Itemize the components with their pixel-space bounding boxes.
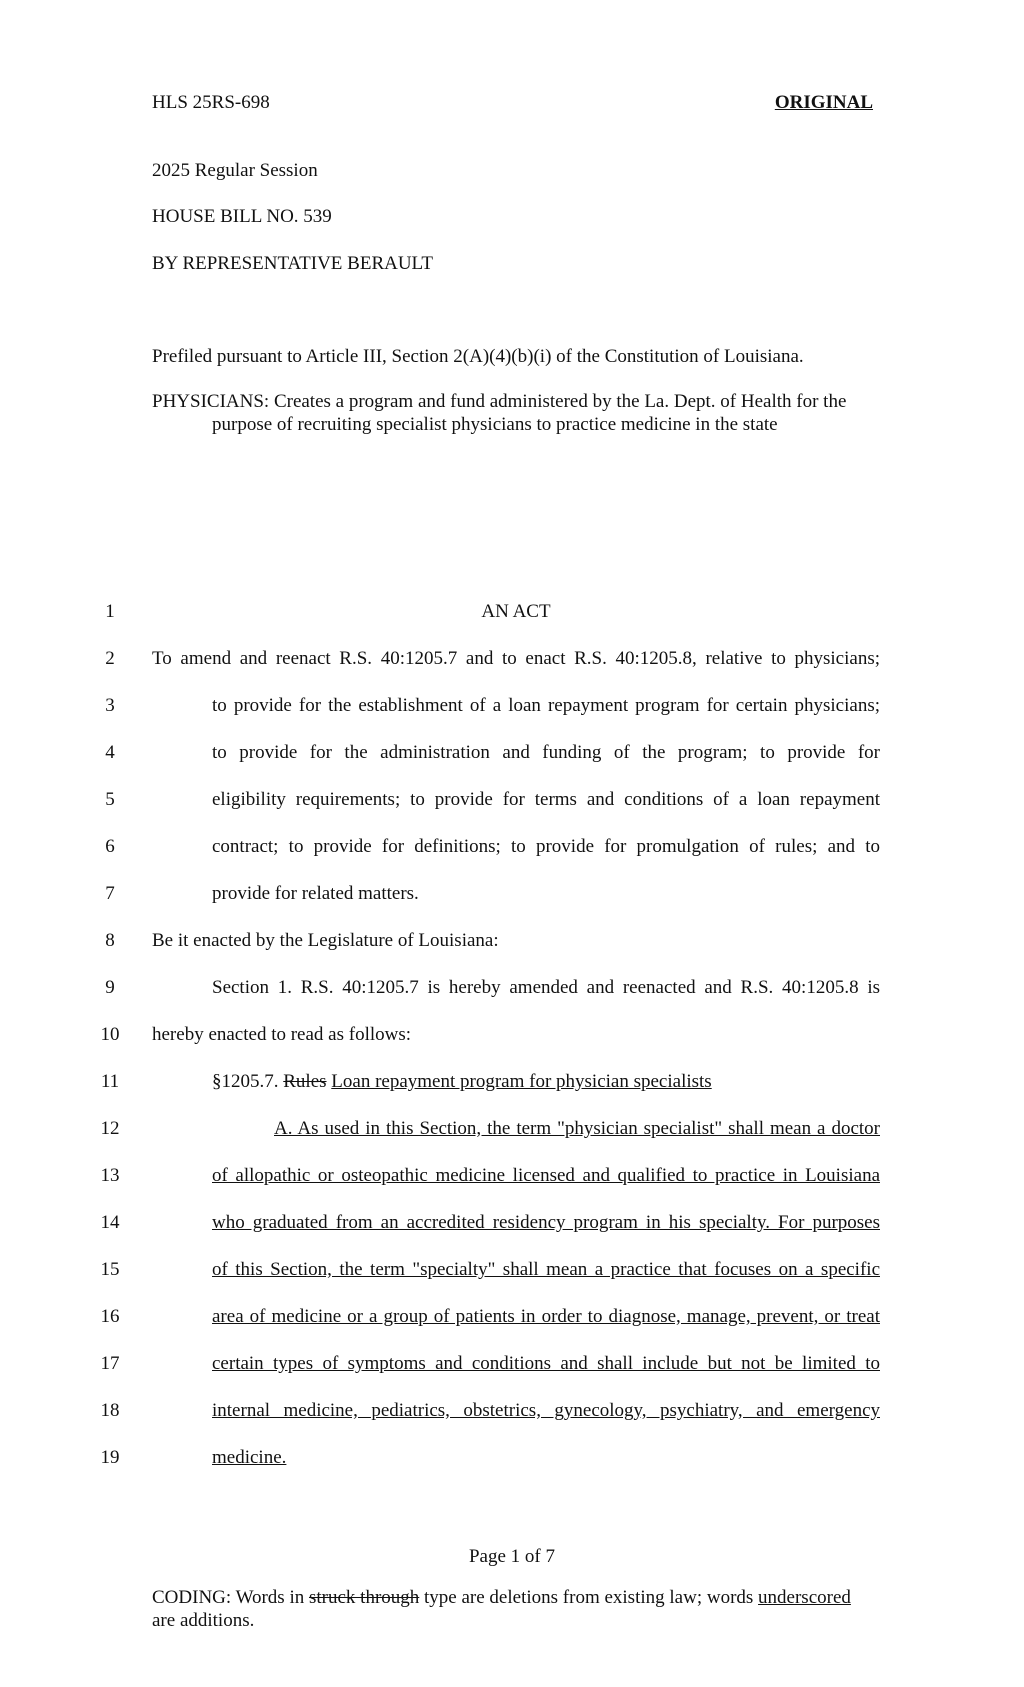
line-number: 4	[105, 742, 115, 763]
line-number: 3	[105, 695, 115, 716]
line-text: hereby enacted to read as follows:	[152, 1024, 412, 1045]
line-number: 5	[105, 789, 115, 810]
line-number: 8	[105, 930, 115, 951]
line-number: 12	[100, 1118, 120, 1139]
coding-text: CODING: Words in	[152, 1587, 309, 1608]
line-number: 2	[105, 648, 115, 669]
coding-legend	[152, 1586, 880, 1632]
line-text: to provide for the establishment of a loan repayment program for certain physicians;	[212, 695, 880, 716]
line-text: contract; to provide for definitions; to provide for promulgation of rules; and to	[212, 836, 880, 857]
session-label: 2025 Regular Session	[152, 160, 318, 181]
line-number: 11	[100, 1071, 120, 1092]
bill-status: ORIGINAL	[774, 92, 873, 113]
digest-line-1: PHYSICIANS: Creates a program and fund administered by the La. Dept. of Health for the	[152, 391, 847, 412]
line-number: 16	[100, 1306, 120, 1327]
line-text: to provide for the administration and funding of the program; to provide for	[212, 742, 880, 763]
line-text: provide for related matters.	[212, 883, 419, 904]
line-number: 13	[100, 1165, 120, 1186]
coding-text: are additions.	[152, 1610, 255, 1631]
struck-text: Rules	[283, 1071, 327, 1092]
bill-author: BY REPRESENTATIVE BERAULT	[152, 253, 434, 274]
line-number: 19	[100, 1447, 120, 1468]
line-text: certain types of symptoms and conditions and shall include but not be limited to	[212, 1353, 880, 1374]
line-number: 14	[100, 1212, 120, 1233]
line-number: 9	[105, 977, 115, 998]
line-number: 1	[105, 601, 115, 622]
bill-number: HOUSE BILL NO. 539	[152, 206, 332, 227]
digest-line-2: purpose of recruiting specialist physicians to practice medicine in the state	[212, 414, 778, 435]
underscored-text: medicine.	[212, 1447, 287, 1468]
line-text: Be it enacted by the Legislature of Louisiana:	[152, 930, 499, 951]
line-text: area of medicine or a group of patients in order to diagnose, manage, prevent, or treat	[212, 1306, 880, 1327]
bill-digest	[152, 390, 880, 436]
line-text: of this Section, the term "specialty" shall mean a practice that focuses on a specific	[212, 1259, 880, 1280]
coding-struck-sample: struck through	[308, 1587, 420, 1608]
line-text: Section 1. R.S. 40:1205.7 is hereby amended and reenacted and R.S. 40:1205.8 is	[212, 977, 880, 998]
bill-code: HLS 25RS-698	[152, 92, 270, 113]
line-number: 6	[105, 836, 115, 857]
line-number: 10	[100, 1024, 120, 1045]
prefiled-note: Prefiled pursuant to Article III, Section 2(A)(4)(b)(i) of the Constitution of Louisiana.	[152, 346, 804, 367]
line-number: 17	[100, 1353, 120, 1374]
line-number: 18	[100, 1400, 120, 1421]
line-text	[212, 1447, 880, 1469]
underscored-text: Loan repayment program for physician specialists	[331, 1071, 712, 1092]
page-indicator: Page 1 of 7	[468, 1546, 555, 1567]
section-heading	[212, 1071, 880, 1093]
act-heading: AN ACT	[481, 601, 551, 622]
section-number: §1205.7.	[212, 1071, 284, 1092]
line-text: who graduated from an accredited residency program in his specialty. For purposes	[212, 1212, 880, 1233]
coding-underscored-sample: underscored	[758, 1587, 851, 1608]
coding-text: type are deletions from existing law; words	[419, 1587, 759, 1608]
line-text: of allopathic or osteopathic medicine licensed and qualified to practice in Louisiana	[212, 1165, 880, 1186]
line-number: 7	[105, 883, 115, 904]
line-text: A. As used in this Section, the term "physician specialist" shall mean a doctor	[274, 1118, 880, 1139]
line-text: eligibility requirements; to provide for terms and conditions of a loan repayment	[212, 789, 880, 810]
line-number: 15	[100, 1259, 120, 1280]
line-text: internal medicine, pediatrics, obstetrics, gynecology, psychiatry, and emergency	[212, 1400, 880, 1421]
line-text: To amend and reenact R.S. 40:1205.7 and to enact R.S. 40:1205.8, relative to physicians;	[152, 648, 880, 669]
